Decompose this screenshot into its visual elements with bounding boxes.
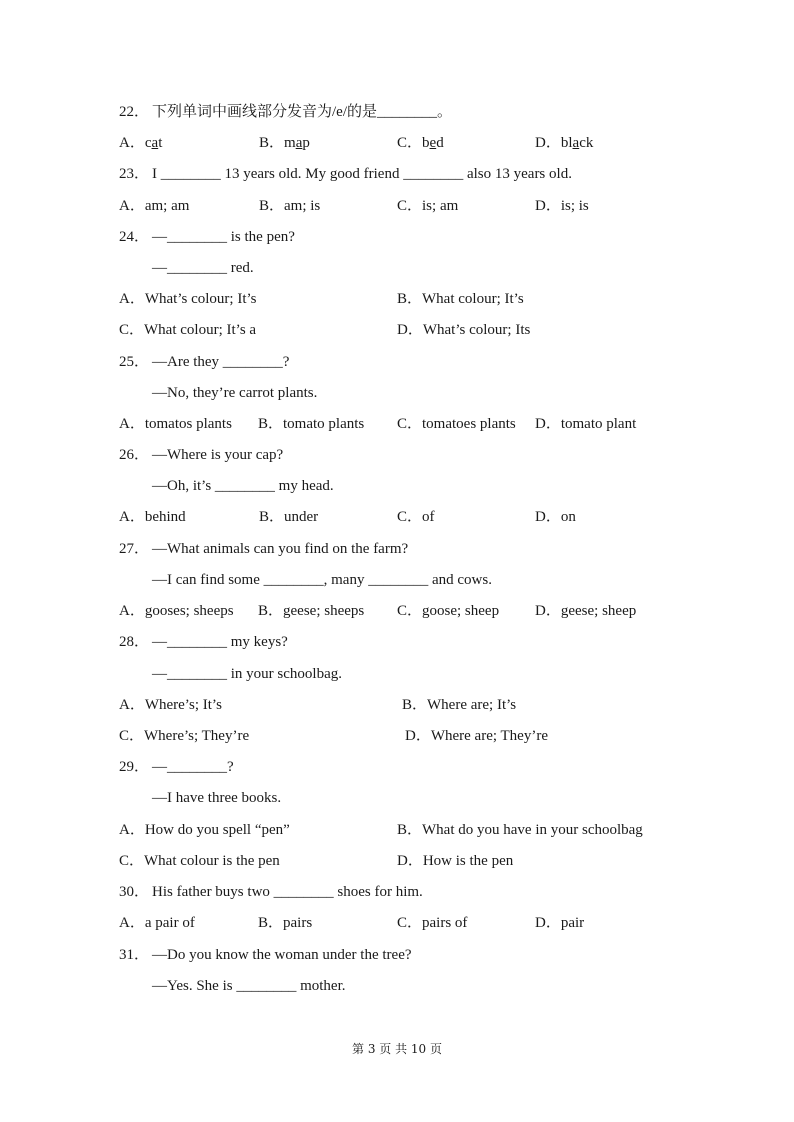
q24-option-a[interactable]: A．What’s colour; It’s [119, 291, 257, 307]
q27-option-b[interactable]: B．geese; sheeps [258, 603, 365, 619]
q27-stem: —What animals can you find on the farm? [152, 541, 409, 557]
q26-stem-reply: —Oh, it’s ________ my head. [152, 478, 334, 494]
q26-number: 26． [119, 447, 150, 463]
q22-stem: 下列单词中画线部分发音为/e/的是________。 [152, 104, 452, 120]
q23-option-d[interactable]: D．is; is [535, 198, 589, 214]
q24-option-b[interactable]: B．What colour; It’s [397, 291, 524, 307]
q25-stem: —Are they ________? [152, 354, 290, 370]
q25-option-a[interactable]: A．tomatos plants [119, 416, 232, 432]
q22-number: 22． [119, 104, 150, 120]
q25-stem-reply: —No, they’re carrot plants. [152, 385, 318, 401]
q30-option-a[interactable]: A．a pair of [119, 915, 195, 931]
q28-number: 28． [119, 634, 150, 650]
q24-stem: —________ is the pen? [152, 229, 295, 245]
q23-number: 23． [119, 166, 150, 182]
q27-option-a[interactable]: A．gooses; sheeps [119, 603, 234, 619]
q28-stem-reply: —________ in your schoolbag. [152, 666, 342, 682]
q25-option-d[interactable]: D．tomato plant [535, 416, 637, 432]
q28-option-d[interactable]: D．Where are; They’re [405, 728, 548, 744]
q30-stem: His father buys two ________ shoes for him. [152, 884, 423, 900]
q25-number: 25． [119, 354, 150, 370]
q29-option-c[interactable]: C．What colour is the pen [119, 853, 280, 869]
q24-stem-reply: —________ red. [152, 260, 254, 276]
q26-option-a[interactable]: A．behind [119, 509, 186, 525]
q22-option-b[interactable]: B．map [259, 135, 310, 151]
q24-option-d[interactable]: D．What’s colour; Its [397, 322, 531, 338]
q29-stem-reply: —I have three books. [152, 790, 282, 806]
q27-option-c[interactable]: C．goose; sheep [397, 603, 500, 619]
q22-option-d[interactable]: D．black [535, 135, 594, 151]
q23-option-b[interactable]: B．am; is [259, 198, 321, 214]
q27-stem-reply: —I can find some ________, many ________ and cows. [152, 572, 492, 588]
q28-option-b[interactable]: B．Where are; It’s [402, 697, 517, 713]
q25-option-c[interactable]: C．tomatoes plants [397, 416, 516, 432]
q25-option-b[interactable]: B．tomato plants [258, 416, 365, 432]
q28-option-c[interactable]: C．Where’s; They’re [119, 728, 250, 744]
q30-option-c[interactable]: C．pairs of [397, 915, 468, 931]
q29-option-a[interactable]: A．How do you spell “pen” [119, 822, 290, 838]
q23-option-c[interactable]: C．is; am [397, 198, 459, 214]
q29-stem: —________? [152, 759, 234, 775]
q31-stem: —Do you know the woman under the tree? [152, 947, 412, 963]
q30-option-d[interactable]: D．pair [535, 915, 585, 931]
page-footer: 第 3 页 共 10 页 [352, 1042, 442, 1056]
q22-option-c[interactable]: C．bed [397, 135, 444, 151]
q29-option-b[interactable]: B．What do you have in your schoolbag [397, 822, 643, 838]
q27-option-d[interactable]: D．geese; sheep [535, 603, 637, 619]
q28-option-a[interactable]: A．Where’s; It’s [119, 697, 222, 713]
q27-number: 27． [119, 541, 150, 557]
q31-stem-reply: —Yes. She is ________ mother. [152, 978, 346, 994]
q28-stem: —________ my keys? [152, 634, 288, 650]
q26-option-c[interactable]: C．of [397, 509, 435, 525]
q24-number: 24． [119, 229, 150, 245]
q31-number: 31． [119, 947, 150, 963]
q29-number: 29． [119, 759, 150, 775]
q30-option-b[interactable]: B．pairs [258, 915, 313, 931]
q23-option-a[interactable]: A．am; am [119, 198, 190, 214]
q23-stem: I ________ 13 years old. My good friend ________ also 13 years old. [152, 166, 572, 182]
q26-option-b[interactable]: B．under [259, 509, 319, 525]
q29-option-d[interactable]: D．How is the pen [397, 853, 514, 869]
q26-stem: —Where is your cap? [152, 447, 284, 463]
q26-option-d[interactable]: D．on [535, 509, 576, 525]
q24-option-c[interactable]: C．What colour; It’s a [119, 322, 257, 338]
q22-option-a[interactable]: A．cat [119, 135, 163, 151]
q30-number: 30． [119, 884, 150, 900]
